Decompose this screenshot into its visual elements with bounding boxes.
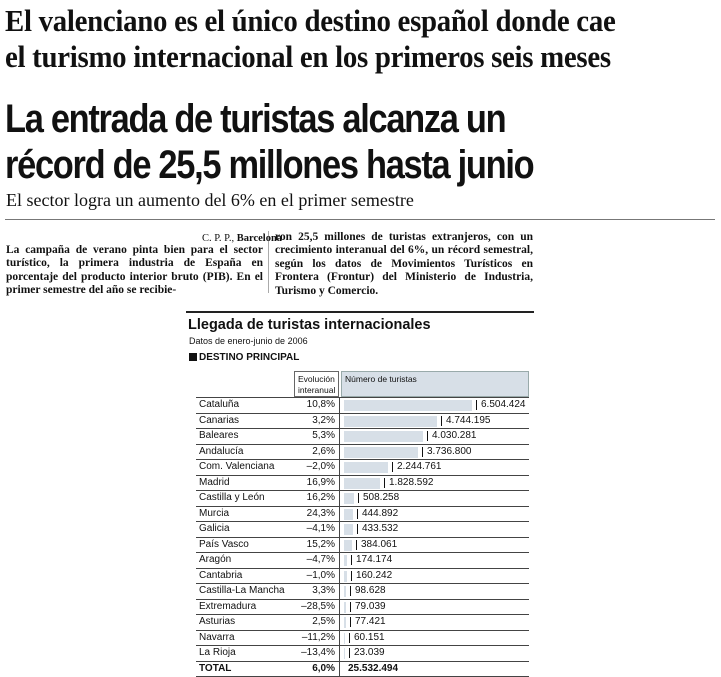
table-row: [196, 507, 529, 523]
bar-tick: [357, 509, 358, 519]
row-destino: Aragón: [199, 554, 231, 565]
bar: [344, 617, 346, 628]
bar-tick: [350, 617, 351, 627]
row-evolucion: –2,0%: [294, 461, 335, 472]
row-evolucion: –13,4%: [294, 647, 335, 658]
column-header-evolucion: [294, 371, 339, 397]
row-evolucion: –11,2%: [294, 632, 335, 643]
byline-author: C. P. P.,: [202, 233, 234, 244]
table-row: [196, 646, 529, 662]
kicker-line-1: El valenciano es el único destino español donde cae: [5, 3, 667, 39]
bar-tick: [384, 478, 385, 488]
bar-value-label: 174.174: [356, 554, 392, 565]
row-divider: [339, 397, 340, 413]
row-divider: [339, 614, 340, 630]
bar: [344, 602, 346, 613]
bar-value-label: 160.242: [356, 570, 392, 581]
row-divider: [339, 459, 340, 475]
bar-tick: [392, 462, 393, 472]
row-divider: [339, 444, 340, 460]
row-evolucion: 2,6%: [294, 446, 335, 457]
row-destino: Andalucía: [199, 446, 243, 457]
bar-tick: [422, 447, 423, 457]
column-header-numero: Número de turistas: [341, 371, 529, 397]
row-destino: Galicia: [199, 523, 230, 534]
row-evolucion: 16,2%: [294, 492, 335, 503]
section-square-icon: [189, 353, 197, 361]
chart-top-rule: [186, 311, 534, 313]
table-row: [196, 538, 529, 554]
byline-place: Barcelona: [237, 233, 282, 244]
row-destino: Extremadura: [199, 601, 256, 612]
bar-value-label: 384.061: [361, 539, 397, 550]
byline: [202, 233, 282, 244]
bar-tick: [350, 602, 351, 612]
row-destino: Cantabria: [199, 570, 242, 581]
bar: [344, 509, 353, 520]
column-header-evolucion-line2: interanual: [298, 385, 338, 396]
row-divider: [339, 599, 340, 615]
row-divider: [339, 645, 340, 661]
article-column-1: La campaña de verano pinta bien para el sector turístico, la primera industria de España en porcentaje del producto interior bruto (PIB). En el primer semestre del año se recibie-: [6, 244, 263, 298]
row-evolucion: –4,7%: [294, 554, 335, 565]
bar-tick: [351, 555, 352, 565]
row-destino: Murcia: [199, 508, 229, 519]
row-evolucion: 24,3%: [294, 508, 335, 519]
bar-value-label: 79.039: [355, 601, 386, 612]
chart-rows: [196, 397, 529, 662]
total-row: [196, 662, 529, 677]
bar-tick: [441, 416, 442, 426]
bar: [344, 400, 472, 411]
column-header-evolucion-line1: Evolución: [298, 374, 338, 385]
bar-tick: [349, 648, 350, 658]
table-row: [196, 553, 529, 569]
bar-tick: [356, 540, 357, 550]
row-evolucion: 3,3%: [294, 585, 335, 596]
row-destino: Madrid: [199, 477, 230, 488]
bar-value-label: 2.244.761: [397, 461, 442, 472]
row-divider: [339, 490, 340, 506]
row-divider: [339, 552, 340, 568]
row-evolucion: –1,0%: [294, 570, 335, 581]
total-divider: [339, 661, 340, 677]
bar-tick: [427, 431, 428, 441]
row-evolucion: 16,9%: [294, 477, 335, 488]
row-evolucion: –4,1%: [294, 523, 335, 534]
table-row: [196, 476, 529, 492]
headline-line-1: La entrada de turistas alcanza un: [5, 96, 533, 142]
table-row: [196, 584, 529, 600]
bar-value-label: 23.039: [354, 647, 385, 658]
row-divider: [339, 475, 340, 491]
table-row: [196, 631, 529, 647]
headline-line-2: récord de 25,5 millones hasta junio: [5, 142, 533, 188]
row-destino: Baleares: [199, 430, 238, 441]
bar-value-label: 4.030.281: [432, 430, 477, 441]
bar: [344, 540, 352, 551]
row-destino: País Vasco: [199, 539, 249, 550]
kicker-line-2: el turismo internacional en los primeros seis meses: [5, 39, 667, 75]
row-divider: [339, 506, 340, 522]
table-row: [196, 569, 529, 585]
table-row: [196, 429, 529, 445]
chart-title: Llegada de turistas internacionales: [188, 317, 431, 333]
bar: [344, 478, 380, 489]
row-destino: Canarias: [199, 415, 239, 426]
total-value: 25.532.494: [348, 663, 398, 674]
table-row: [196, 414, 529, 430]
row-evolucion: 10,8%: [294, 399, 335, 410]
bar-value-label: 4.744.195: [446, 415, 491, 426]
bar: [344, 633, 345, 644]
row-destino: Navarra: [199, 632, 235, 643]
row-divider: [339, 521, 340, 537]
bar-tick: [476, 400, 477, 410]
row-divider: [339, 537, 340, 553]
row-evolucion: 15,2%: [294, 539, 335, 550]
bar-tick: [350, 586, 351, 596]
bar-value-label: 6.504.424: [481, 399, 526, 410]
chart-subtitle: Datos de enero-junio de 2006: [189, 336, 308, 346]
table-row: [196, 600, 529, 616]
bar: [344, 431, 423, 442]
table-row: [196, 460, 529, 476]
row-divider: [339, 568, 340, 584]
subhead: El sector logra un aumento del 6% en el primer semestre: [6, 189, 414, 211]
bar: [344, 462, 388, 473]
chart-table-header: [196, 371, 529, 397]
table-row: [196, 522, 529, 538]
row-evolucion: 2,5%: [294, 616, 335, 627]
subhead-rule: [5, 219, 715, 220]
row-evolucion: –28,5%: [294, 601, 335, 612]
row-divider: [339, 428, 340, 444]
row-destino: Castilla-La Mancha: [199, 585, 285, 596]
bar: [344, 648, 345, 659]
row-evolucion: 3,2%: [294, 415, 335, 426]
row-divider: [339, 630, 340, 646]
bar: [344, 493, 354, 504]
row-destino: Com. Valenciana: [199, 461, 274, 472]
bar: [344, 524, 353, 535]
chart-table: [196, 371, 529, 677]
bar-value-label: 508.258: [363, 492, 399, 503]
bar: [344, 416, 437, 427]
total-label: TOTAL: [199, 663, 231, 674]
row-destino: Cataluña: [199, 399, 239, 410]
table-row: [196, 491, 529, 507]
bar-value-label: 1.828.592: [389, 477, 434, 488]
bar-value-label: 444.892: [362, 508, 398, 519]
bar-value-label: 98.628: [355, 585, 386, 596]
headline: [5, 96, 533, 188]
article-column-2: ron 25,5 millones de turistas extranjeros, con un crecimiento interanual del 6%, un récord semestral, según los datos de Movimientos Turísticos en Frontera (Frontur) del Ministerio de Industria, Turismo y Comercio.: [275, 231, 533, 298]
row-divider: [339, 413, 340, 429]
bar-value-label: 3.736.800: [427, 446, 472, 457]
chart-section: [189, 352, 299, 363]
table-row: [196, 445, 529, 461]
kicker: [5, 3, 667, 75]
bar: [344, 586, 346, 597]
row-destino: Castilla y León: [199, 492, 265, 503]
bar-value-label: 433.532: [362, 523, 398, 534]
row-divider: [339, 583, 340, 599]
bar: [344, 555, 347, 566]
chart-section-label: DESTINO PRINCIPAL: [199, 352, 299, 363]
row-evolucion: 5,3%: [294, 430, 335, 441]
total-evolucion: 6,0%: [294, 663, 335, 674]
bar-value-label: 60.151: [354, 632, 385, 643]
table-row: [196, 398, 529, 414]
row-destino: Asturias: [199, 616, 235, 627]
bar-tick: [351, 571, 352, 581]
bar-tick: [358, 493, 359, 503]
bar: [344, 571, 347, 582]
table-row: [196, 615, 529, 631]
bar: [344, 447, 418, 458]
bar-value-label: 77.421: [355, 616, 386, 627]
bar-tick: [349, 633, 350, 643]
bar-tick: [357, 524, 358, 534]
row-destino: La Rioja: [199, 647, 236, 658]
